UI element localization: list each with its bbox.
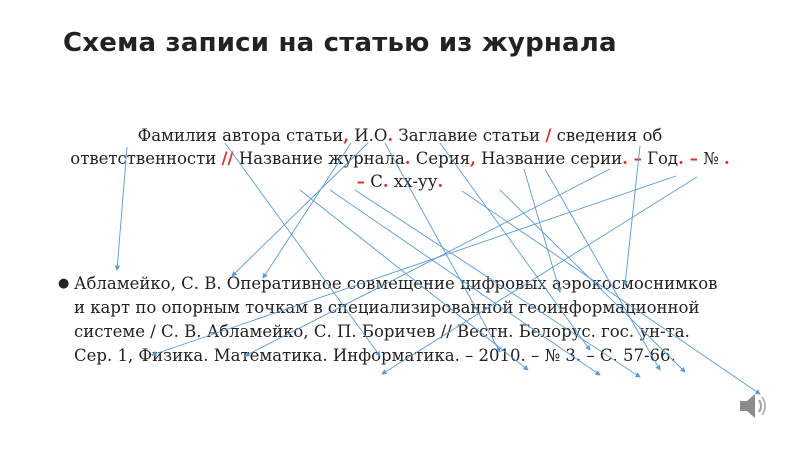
scheme-part: Заглавие статьи — [393, 126, 546, 145]
scheme-part: Фамилия автора статьи — [137, 126, 344, 145]
scheme-part: Название журнала — [233, 149, 405, 168]
scheme-separator: / — [545, 126, 552, 145]
arrow-line — [545, 169, 660, 370]
scheme-part: С — [365, 172, 383, 191]
scheme-separator: , — [470, 149, 476, 168]
scheme-part: сведения об ответственности — [70, 126, 663, 168]
slide-title: Схема записи на статью из журнала — [63, 28, 617, 58]
arrow-line — [440, 143, 590, 350]
example-text: Абламейко, С. В. Оперативное совмещение цифровых аэрокосмоснимков и карт по опорным точкам в специализированной геоинформационной системе / С. В. Абламейко, С. П. Боричев // Вестн. Белорус. гос. ун-та. Сер. 1, Физика. Математика. Информатика. – 2010. – № 3. – С. 57-66. — [74, 274, 718, 365]
scheme-part: Серия — [410, 149, 471, 168]
scheme-separator: . — [387, 126, 394, 145]
bullet-icon: ● — [58, 276, 70, 291]
scheme-separator: . — [404, 149, 411, 168]
arrow-line — [500, 190, 685, 372]
scheme-part: Год — [641, 149, 679, 168]
scheme-separator: . — [382, 172, 389, 191]
arrow-line — [152, 176, 676, 355]
arrow-line — [330, 190, 600, 375]
arrow-line — [232, 143, 368, 276]
scheme-separator: . – — [622, 149, 642, 168]
scheme-part: И.О — [349, 126, 388, 145]
scheme-separator: , — [343, 126, 350, 145]
scheme-part: № — [697, 149, 724, 168]
arrow-line — [117, 147, 127, 270]
scheme-part: Название серии — [475, 149, 623, 168]
arrow-line — [625, 146, 640, 285]
arrow-line — [462, 191, 760, 394]
speaker-icon[interactable] — [736, 388, 772, 428]
arrow-line — [225, 143, 380, 356]
arrow-line — [263, 143, 351, 278]
arrow-line — [382, 177, 697, 374]
scheme-separator: // — [221, 149, 234, 168]
arrow-line — [245, 169, 610, 356]
scheme-separator: . — [437, 172, 444, 191]
scheme-part: хх-уу — [388, 172, 438, 191]
scheme-separator: . – — [356, 149, 730, 191]
scheme-separator: . – — [678, 149, 698, 168]
